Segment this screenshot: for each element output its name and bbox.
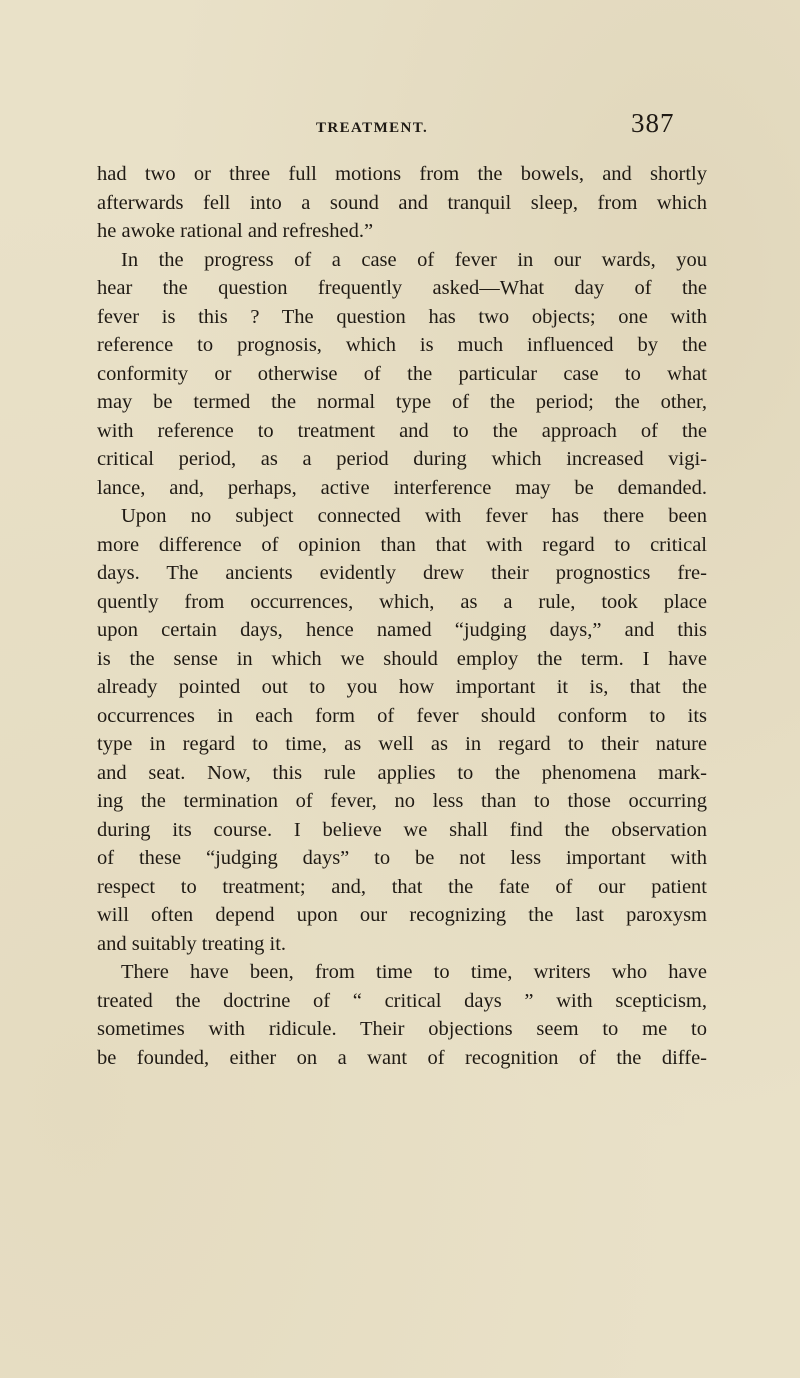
text-line: already pointed out to you how important it is, that the (97, 676, 707, 698)
page-header (0, 108, 800, 148)
text-line: he awoke rational and refreshed.” (97, 220, 374, 242)
text-line: may be termed the normal type of the period; the other, (97, 391, 707, 413)
text-line: with reference to treatment and to the approach of the (97, 419, 707, 442)
text-line: treated the doctrine of “ critical days ” with scepticism, (97, 989, 707, 1012)
text-line: is the sense in which we should employ the term. I have (97, 647, 707, 670)
text-line: occurrences in each form of fever should conform to its (97, 704, 707, 727)
text-line: type in regard to time, as well as in regard to their nature (97, 733, 707, 755)
text-line: There have been, from time to time, writers who have (121, 961, 707, 983)
text-line: of these “judging days” to be not less important with (97, 847, 707, 869)
text-line: critical period, as a period during which increased vigi- (97, 448, 707, 470)
running-title: TREATMENT. (316, 120, 429, 136)
text-line: during its course. I believe we shall find the observation (97, 818, 707, 841)
text-line: reference to prognosis, which is much influenced by the (97, 334, 707, 356)
text-line: respect to treatment; and, that the fate of our patient (97, 875, 707, 898)
text-line: hear the question frequently asked—What day of the (97, 277, 707, 299)
text-line: conformity or otherwise of the particular case to what (97, 362, 707, 385)
text-line: upon certain days, hence named “judging days,” and this (97, 619, 707, 641)
text-line: had two or three full motions from the bowels, and shortly (97, 163, 707, 185)
page-number: 387 (631, 108, 675, 138)
text-line: and seat. Now, this rule applies to the phenomena mark- (97, 761, 707, 784)
text-line: sometimes with ridicule. Their objections seem to me to (97, 1018, 707, 1040)
text-line: Upon no subject connected with fever has there been (121, 505, 707, 527)
text-line: fever is this ? The question has two objects; one with (97, 305, 707, 328)
body-text (97, 160, 707, 1072)
text-line: will often depend upon our recognizing the last paroxysm (97, 904, 707, 926)
text-line: afterwards fell into a sound and tranquil sleep, from which (97, 191, 707, 214)
text-line: be founded, either on a want of recognition of the diffe- (97, 1046, 707, 1069)
text-line: more difference of opinion than that with regard to critical (97, 533, 707, 556)
text-line: and suitably treating it. (97, 932, 287, 955)
text-line: In the progress of a case of fever in our wards, you (121, 248, 707, 271)
text-line: days. The ancients evidently drew their prognostics fre- (97, 562, 707, 584)
text-line: quently from occurrences, which, as a rule, took place (97, 590, 707, 613)
text-line: ing the termination of fever, no less than to those occurring (97, 790, 707, 812)
text-line: lance, and, perhaps, active interference may be demanded. (97, 476, 707, 499)
